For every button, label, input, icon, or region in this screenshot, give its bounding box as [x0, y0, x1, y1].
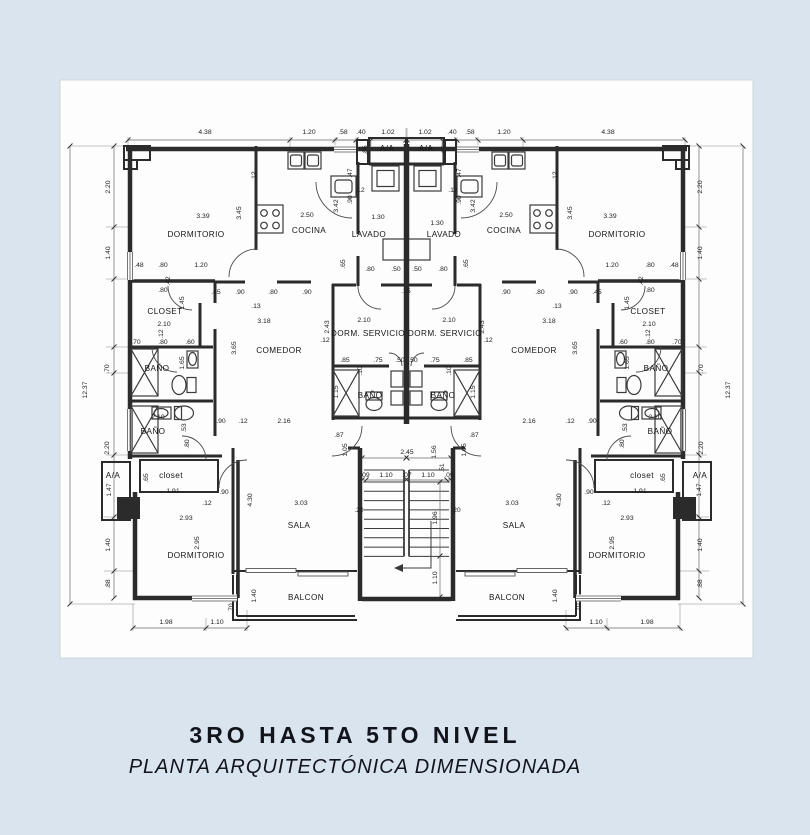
room-label: BAÑO	[647, 427, 673, 436]
dimension-label: .80	[619, 439, 626, 449]
dimension-label: 12.37	[82, 381, 89, 399]
room-label: SALA	[287, 521, 311, 530]
dimension-label: 3.45	[567, 206, 574, 220]
dimension-label: .75	[373, 357, 383, 364]
dimension-label: .47	[347, 168, 354, 178]
dimension-label: 2.10	[157, 321, 171, 328]
dimension-label: 3.42	[333, 199, 340, 213]
dimension-label: .40	[447, 129, 457, 136]
dimension-label: 1.30	[371, 214, 385, 221]
dimension-label: 2.95	[194, 536, 201, 550]
dimension-label: .60	[185, 339, 195, 346]
dimension-label: .09	[360, 472, 370, 479]
dimension-label: .80	[365, 266, 375, 273]
dimension-label: .13	[251, 303, 261, 310]
room-label: DORM. SERVICIO	[407, 329, 483, 338]
dimension-label: .80	[645, 339, 655, 346]
dimension-label: 1.45	[179, 296, 186, 310]
dimension-label: .15	[401, 288, 411, 295]
dimension-label: .12	[320, 337, 330, 344]
dimension-label: .12	[238, 418, 248, 425]
dimension-label: 3.65	[572, 341, 579, 355]
dimension-label: 2.20	[698, 441, 705, 455]
dimension-label: 1.40	[251, 589, 258, 603]
dimension-label: 2.10	[642, 321, 656, 328]
dimension-label: 3.18	[257, 318, 271, 325]
room-label: CLOSET	[147, 307, 183, 316]
dimension-label: .70	[698, 364, 705, 374]
dimension-label: 1.02	[381, 129, 395, 136]
dimension-label: .42	[638, 276, 645, 286]
room-label: LAVADO	[426, 230, 462, 239]
dimension-label: 1.05	[461, 443, 468, 457]
dimension-label: .87	[334, 432, 344, 439]
dimension-label: 1.40	[105, 538, 112, 552]
dimension-label: .45	[211, 289, 221, 296]
dimension-label: 2.95	[609, 536, 616, 550]
room-label: DORM. SERVICIO	[330, 329, 406, 338]
dimension-label: 2.10	[648, 414, 662, 421]
dimension-label: 1.96	[432, 511, 439, 525]
dimension-label: 4.38	[601, 129, 615, 136]
room-label: COCINA	[486, 226, 522, 235]
dimension-label: 1.91	[166, 488, 180, 495]
dimension-label: .50	[395, 357, 405, 364]
dimension-label: .50	[391, 266, 401, 273]
dimension-label: 2.43	[324, 320, 331, 334]
dimension-label: .80	[645, 262, 655, 269]
dimension-label: .12	[483, 337, 493, 344]
dimension-label: .90	[584, 489, 594, 496]
dimension-label: 1.40	[105, 246, 112, 260]
dimension-label: .12	[158, 329, 165, 339]
dimension-label: .80	[184, 439, 191, 449]
room-label: closet	[630, 471, 654, 480]
dimension-label: .65	[463, 259, 470, 269]
dimension-label: .45	[592, 289, 602, 296]
dimension-label: .80	[645, 287, 655, 294]
room-label: BAÑO	[643, 364, 669, 373]
dimension-label: 3.45	[236, 206, 243, 220]
dimension-label: 3.03	[505, 500, 519, 507]
dimension-label: 1.20	[497, 129, 511, 136]
room-label: BAÑO	[357, 391, 383, 400]
dimension-label: 1.15	[470, 385, 477, 399]
dimension-label: 2.16	[522, 418, 536, 425]
dimension-label: .10	[446, 366, 453, 376]
room-label: COMEDOR	[511, 346, 557, 355]
dimension-label: 2.45	[400, 449, 414, 456]
dimension-label: .87	[469, 432, 479, 439]
dimension-label: .12	[552, 171, 559, 181]
dimension-label: .80	[158, 339, 168, 346]
dimension-label: 2.50	[499, 212, 513, 219]
room-label: BAÑO	[144, 364, 170, 373]
dimension-label: .85	[463, 357, 473, 364]
dimension-label: 3.39	[603, 213, 617, 220]
dimension-label: .80	[535, 289, 545, 296]
dimension-label: .75	[430, 357, 440, 364]
dimension-label: .53	[622, 423, 629, 433]
dimension-label: .12	[448, 187, 458, 194]
dimension-label: .48	[134, 262, 144, 269]
dimension-label: 3.03	[294, 500, 308, 507]
dimension-label: 1.65	[179, 356, 186, 370]
dimension-label: .42	[165, 276, 172, 286]
dimension-label: 1.20	[194, 262, 208, 269]
dimension-label: .80	[268, 289, 278, 296]
dimension-label: .88	[105, 579, 112, 589]
dimension-label: .12	[565, 418, 575, 425]
dimension-label: .70	[104, 364, 111, 374]
dimension-label: .88	[697, 579, 704, 589]
dimension-label: .53	[181, 423, 188, 433]
dimension-label: .12	[202, 500, 212, 507]
dimension-label: 1.30	[430, 220, 444, 227]
dimension-label: .12	[355, 187, 365, 194]
room-label: BAÑO	[430, 391, 456, 400]
dimension-label: 1.10	[421, 472, 435, 479]
dimension-label: 1.10	[432, 571, 439, 585]
dimension-label: .58	[338, 129, 348, 136]
title-block	[0, 722, 710, 779]
dimension-label: 2.20	[105, 180, 112, 194]
dimension-label: 4.38	[198, 129, 212, 136]
room-label: BALCON	[287, 593, 325, 602]
dimension-label: .80	[438, 266, 448, 273]
dimension-label: 2.20	[104, 441, 111, 455]
dimension-label: .90	[347, 195, 354, 205]
dimension-label: 1.40	[697, 246, 704, 260]
dimension-label: 4.30	[556, 493, 563, 507]
dimension-label: .90	[587, 418, 597, 425]
dimension-label: 1.98	[159, 619, 173, 626]
dimension-label: .85	[441, 145, 448, 155]
dimension-label: 1.15	[333, 385, 340, 399]
dimension-label: .60	[618, 339, 628, 346]
dimension-label: .51	[439, 463, 446, 473]
dimension-label: 1.91	[633, 488, 647, 495]
dimension-label: .85	[362, 145, 369, 155]
dimension-label: 2.93	[620, 515, 634, 522]
dimension-label: 1.65	[624, 356, 631, 370]
dimension-label: .90	[216, 418, 226, 425]
dimension-label: 1.20	[302, 129, 316, 136]
room-label: A/A	[692, 471, 708, 480]
dimension-label: 2.16	[277, 418, 291, 425]
dimension-label: 1.10	[379, 472, 393, 479]
dimension-label: .70	[672, 339, 682, 346]
dimension-label: .65	[340, 259, 347, 269]
room-label: BAÑO	[140, 427, 166, 436]
dimension-label: 2.10	[442, 317, 456, 324]
dimension-label: 3.42	[470, 199, 477, 213]
dimension-label: 1.45	[624, 296, 631, 310]
dimension-label: 1.98	[640, 619, 654, 626]
dimension-label: .47	[456, 168, 463, 178]
room-label: COCINA	[291, 226, 327, 235]
dimension-label: .90	[302, 289, 312, 296]
dimension-label: 2.43	[479, 320, 486, 334]
room-label: A/A	[105, 471, 121, 480]
dimension-label: .90	[219, 489, 229, 496]
dimension-label: .48	[669, 262, 679, 269]
plan-title: 3RO HASTA 5TO NIVEL	[189, 722, 521, 748]
dimension-label: .80	[158, 262, 168, 269]
dimension-label: 1.40	[552, 589, 559, 603]
dimension-label: .12	[251, 171, 258, 181]
dimension-label: .07	[402, 472, 412, 479]
dimension-label: .40	[356, 129, 366, 136]
room-label: DORMITORIO	[167, 230, 225, 239]
dimension-label: .80	[158, 287, 168, 294]
room-label: A/A	[418, 144, 434, 153]
dimension-label: 2.20	[697, 180, 704, 194]
room-label: A/A	[379, 144, 395, 153]
dimension-label: 3.65	[231, 341, 238, 355]
room-label: DORMITORIO	[588, 230, 646, 239]
dimension-label: .90	[501, 289, 511, 296]
dimension-label: .13	[552, 303, 562, 310]
room-label: CLOSET	[630, 307, 666, 316]
dimension-label: 1.47	[696, 483, 703, 497]
room-label: BALCON	[488, 593, 526, 602]
dimension-label: 3.39	[196, 213, 210, 220]
room-label: DORMITORIO	[167, 551, 225, 560]
dimension-label: 1.10	[589, 619, 603, 626]
dimension-label: .90	[568, 289, 578, 296]
dimension-label: .10	[357, 366, 364, 376]
dimension-label: .20	[354, 507, 364, 514]
plan-subtitle: PLANTA ARQUITECTÓNICA DIMENSIONADA	[128, 756, 582, 778]
dimension-label: 1.56	[431, 445, 438, 459]
room-label: SALA	[502, 521, 526, 530]
dimension-label: 1.05	[342, 443, 349, 457]
dimension-label: 2.10	[357, 317, 371, 324]
dimension-label: 2.10	[151, 414, 165, 421]
dimension-label: 12.37	[725, 381, 732, 399]
dimension-label: .12	[645, 329, 652, 339]
dimension-label: .12	[601, 500, 611, 507]
dimension-label: .58	[465, 129, 475, 136]
dimension-label: .70	[131, 339, 141, 346]
room-label: COMEDOR	[256, 346, 302, 355]
dimension-label: 1.40	[697, 538, 704, 552]
dimension-label: .65	[660, 473, 667, 483]
dimension-label: 4.30	[247, 493, 254, 507]
room-label: DORMITORIO	[588, 551, 646, 560]
dimension-label: .70	[575, 603, 582, 613]
dimension-label: .90	[235, 289, 245, 296]
dimension-label: 2.93	[179, 515, 193, 522]
dimension-label: .09	[444, 472, 454, 479]
dimension-label: 3.18	[542, 318, 556, 325]
dimension-label: .65	[143, 473, 150, 483]
dimension-label: 1.10	[210, 619, 224, 626]
dimension-label: 2.50	[300, 212, 314, 219]
dimension-label: 1.47	[106, 483, 113, 497]
dimension-label: .70	[228, 603, 235, 613]
dimension-label: 1.02	[418, 129, 432, 136]
dimension-label: .90	[456, 195, 463, 205]
dimension-label: .50	[408, 357, 418, 364]
dimension-label: .50	[412, 266, 422, 273]
dimension-label: 1.20	[605, 262, 619, 269]
dimension-label: .20	[451, 507, 461, 514]
room-label: LAVADO	[351, 230, 387, 239]
dimension-label: .85	[340, 357, 350, 364]
room-label: closet	[159, 471, 183, 480]
